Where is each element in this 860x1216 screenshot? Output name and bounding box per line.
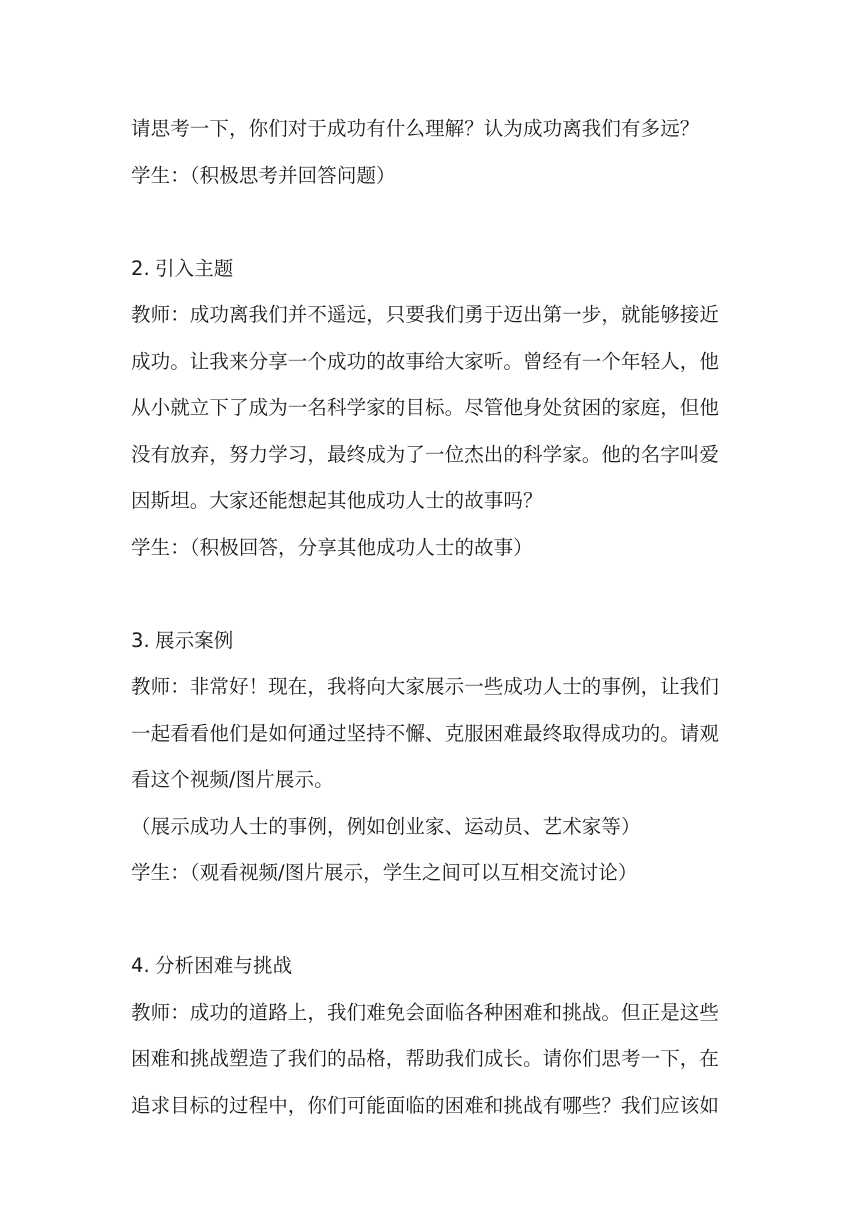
- section-heading: [131, 943, 731, 990]
- blank-line: [131, 897, 731, 944]
- section-number: 3.: [131, 628, 150, 652]
- paragraph-line: （展示成功人士的事例，例如创业家、运动员、艺术家等）: [131, 814, 641, 838]
- paragraph-line: 从小就立下了成为一名科学家的目标。尽管他身处贫困的家庭，但他: [131, 396, 720, 419]
- paragraph-line: 一起看看他们是如何通过坚持不懈、克服困难最终取得成功的。请观: [131, 721, 720, 745]
- paragraph-line: 看这个视频/图片展示。: [131, 768, 334, 791]
- paragraph-line: 追求目标的过程中，你们可能面临的困难和挑战有哪些？我们应该如: [131, 1093, 720, 1117]
- section-title: 分析困难与挑战: [155, 954, 293, 977]
- paragraph-line: 学生：（积极回答，分享其他成功人士的故事）: [131, 535, 533, 559]
- paragraph-line: 学生：（积极思考并回答问题）: [131, 163, 396, 187]
- section-title: 引入主题: [155, 256, 234, 280]
- blank-line: [131, 571, 731, 618]
- document-body: [131, 106, 731, 1129]
- section-heading: [131, 246, 731, 293]
- section-title: 展示案例: [155, 628, 234, 652]
- paragraph-line: 教师：成功离我们并不遥远，只要我们勇于迈出第一步，就能够接近: [131, 303, 720, 326]
- section-number: 2.: [131, 256, 150, 280]
- paragraph-line: 教师：成功的道路上，我们难免会面临各种困难和挑战。但正是这些: [131, 1000, 720, 1024]
- section-heading: [131, 618, 731, 665]
- section-number: 4.: [131, 954, 150, 977]
- paragraph-line: 因斯坦。大家还能想起其他成功人士的故事吗？: [131, 489, 543, 512]
- paragraph-line: 教师：非常好！现在，我将向大家展示一些成功人士的事例，让我们: [131, 675, 720, 698]
- paragraph-line: 学生：（观看视频/图片展示，学生之间可以互相交流讨论）: [131, 861, 638, 884]
- paragraph-line: 困难和挑战塑造了我们的品格，帮助我们成长。请你们思考一下，在: [131, 1047, 720, 1070]
- paragraph-line: 成功。让我来分享一个成功的故事给大家听。曾经有一个年轻人，他: [131, 349, 720, 373]
- blank-line: [131, 199, 731, 246]
- paragraph-line: 没有放弃，努力学习，最终成为了一位杰出的科学家。他的名字叫爱: [131, 442, 720, 466]
- paragraph-line: 请思考一下，你们对于成功有什么理解？认为成功离我们有多远？: [131, 117, 700, 140]
